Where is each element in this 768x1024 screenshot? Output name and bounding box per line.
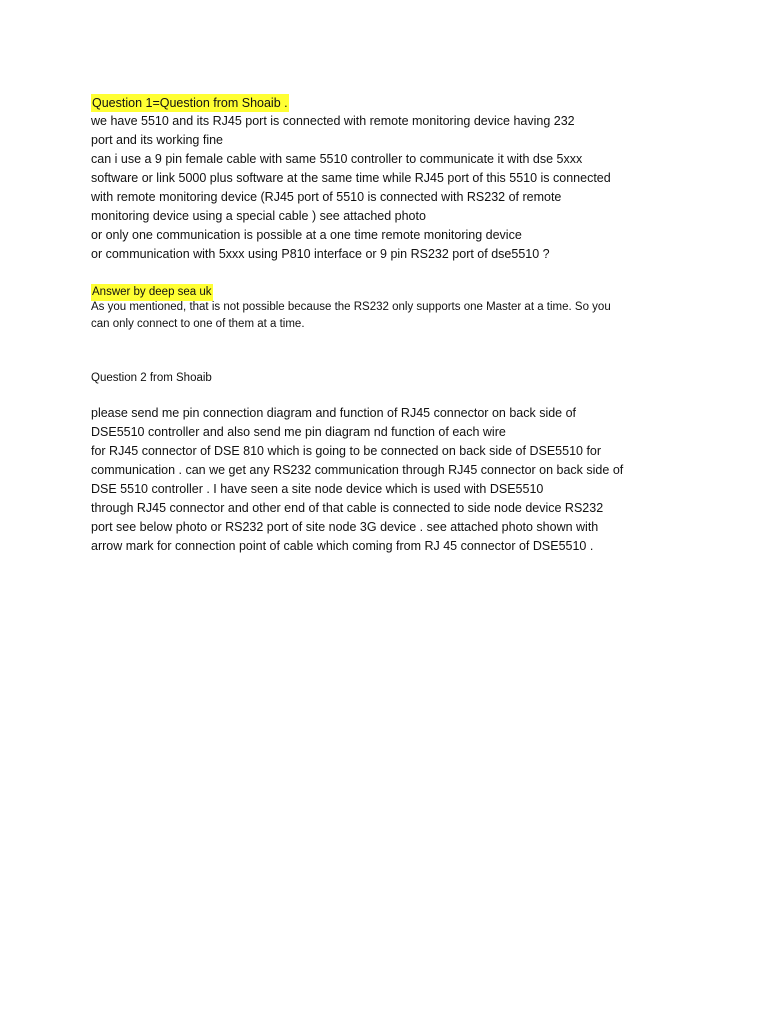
question-2-line: port see below photo or RS232 port of site node 3G device . see attached photo shown with bbox=[91, 520, 599, 534]
question-2-heading: Question 2 from Shoaib bbox=[91, 372, 212, 384]
question-1-body bbox=[91, 112, 691, 264]
answer-1-line: can only connect to one of them at a time. bbox=[91, 318, 305, 330]
question-1-heading: Question 1=Question from Shoaib . bbox=[92, 96, 288, 110]
question-2-line: arrow mark for connection point of cable which coming from RJ 45 connector of DSE5510 . bbox=[91, 539, 594, 553]
question-2-line: communication . can we get any RS232 communication through RJ45 connector on back side of bbox=[91, 463, 624, 477]
question-1-section bbox=[91, 94, 691, 112]
question-2-body bbox=[91, 404, 691, 556]
answer-1-body bbox=[91, 299, 691, 333]
answer-1-heading: Answer by deep sea uk bbox=[91, 284, 213, 301]
question-1-line: or communication with 5xxx using P810 interface or 9 pin RS232 port of dse5510 ? bbox=[91, 247, 550, 261]
question-2-section bbox=[91, 370, 691, 387]
question-1-line: we have 5510 and its RJ45 port is connected with remote monitoring device having 232 bbox=[91, 114, 575, 128]
question-2-line: through RJ45 connector and other end of that cable is connected to side node device RS232 bbox=[91, 501, 604, 515]
question-1-line: with remote monitoring device (RJ45 port of 5510 is connected with RS232 of remote bbox=[91, 190, 562, 204]
question-2-line: DSE5510 controller and also send me pin diagram nd function of each wire bbox=[91, 425, 506, 439]
question-1-line: or only one communication is possible at a one time remote monitoring device bbox=[91, 228, 522, 242]
question-2-line: DSE 5510 controller . I have seen a site node device which is used with DSE5510 bbox=[91, 482, 544, 496]
question-1-line: software or link 5000 plus software at the same time while RJ45 port of this 5510 is connected bbox=[91, 171, 611, 185]
question-1-line: port and its working fine bbox=[91, 133, 224, 147]
answer-1-line: As you mentioned, that is not possible because the RS232 only supports one Master at a time. So you bbox=[91, 301, 611, 313]
question-2-line: please send me pin connection diagram and function of RJ45 connector on back side of bbox=[91, 406, 577, 420]
question-1-line: monitoring device using a special cable ) see attached photo bbox=[91, 209, 426, 223]
question-2-line: for RJ45 connector of DSE 810 which is going to be connected on back side of DSE5510 for bbox=[91, 444, 602, 458]
question-1-line: can i use a 9 pin female cable with same 5510 controller to communicate it with dse 5xxx bbox=[91, 152, 583, 166]
